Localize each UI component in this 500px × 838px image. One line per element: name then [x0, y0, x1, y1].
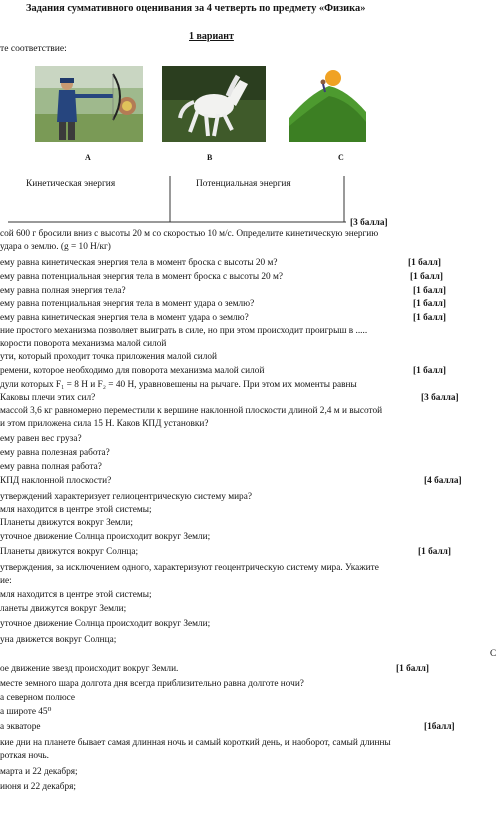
task-line-20: утверждений характеризует гелиоцентрическую систему мира?	[0, 492, 252, 502]
task-line-39: марта и 22 декабря;	[0, 767, 78, 777]
task-line-30: уна движется вокруг Солнца;	[0, 635, 117, 645]
task-points-7: [1 балл]	[413, 313, 446, 323]
task-instruction: те соответствие:	[0, 43, 67, 54]
horse-photo	[162, 66, 266, 142]
task-points-19: [4 балла]	[424, 476, 462, 486]
picture-letter-b: B	[207, 153, 213, 162]
task-points-11: [1 балл]	[413, 366, 446, 376]
task-line-22: Планеты движутся вокруг Земли;	[0, 518, 133, 528]
task-line-17: ему равна полезная работа?	[0, 448, 110, 458]
task-line-1: сой 600 г бросили вниз с высоты 20 м со скоростью 10 м/с. Определите кинетическую энергию	[0, 229, 379, 239]
task-line-38: роткая ночь.	[0, 751, 49, 761]
task-line-12: дули которых F₁ = 8 Н и F₂ = 40 Н, уравновешены на рычаге. При этом их моменты равны	[0, 380, 357, 390]
task-line-35: а широте 45⁰	[0, 707, 52, 717]
task-line-18: ему равна полная работа?	[0, 462, 102, 472]
table-header-potential: Потенциальная энергия	[196, 179, 291, 189]
picture-letter-c: C	[338, 153, 344, 162]
task-line-40: июня и 22 декабря;	[0, 782, 77, 792]
task-line-29: уточное движение Солнца происходит вокруг Земли;	[0, 619, 211, 629]
task-line-7: ему равна кинетическая энергия тела в момент удара о землю?	[0, 313, 249, 323]
task-line-37: кие дни на планете бывает самая длинная ночь и самый короткий день, и наоборот, самый длинны	[0, 738, 391, 748]
task-line-19: КПД наклонной плоскости?	[0, 476, 112, 486]
table-points: [3 балла]	[350, 218, 388, 228]
task-line-27: мля находится в центре этой системы;	[0, 590, 152, 600]
task-points-24: [1 балл]	[418, 547, 451, 557]
variant-label: 1 вариант	[189, 31, 234, 42]
task-points-6: [1 балл]	[413, 299, 446, 309]
task-line-3: ему равна кинетическая энергия тела в момент броска с высоты 20 м?	[0, 258, 278, 268]
task-line-5: ему равна полная энергия тела?	[0, 286, 126, 296]
task-points-3: [1 балл]	[408, 258, 441, 268]
task-line-8: ние простого механизма позволяет выиграть в силе, но при этом происходит проигрыш в .....	[0, 326, 368, 336]
task-line-13: Каковы плечи этих сил?	[0, 393, 96, 403]
task-line-23: уточное движение Солнца происходит вокруг Земли;	[0, 532, 211, 542]
task-line-33: месте земного шара долгота дня всегда приблизительно равна долготе ночи?	[0, 679, 304, 689]
task-line-15: и этом приложена сила 15 Н. Каков КПД установки?	[0, 419, 209, 429]
task-line-2: удара о землю. (g = 10 Н/кг)	[0, 242, 111, 252]
task-line-6: ему равна потенциальная энергия тела в момент удара о землю?	[0, 299, 255, 309]
task-line-16: ему равен вес груза?	[0, 434, 82, 444]
task-line-11: ремени, которое необходимо для поворота механизма малой силой	[0, 366, 265, 376]
task-points-32: [1 балл]	[396, 664, 429, 674]
task-line-28: ланеты движутся вокруг Земли;	[0, 604, 127, 614]
task-line-21: мля находится в центре этой системы;	[0, 505, 152, 515]
document-title: Задания суммативного оценивания за 4 четверть по предмету «Физика»	[26, 3, 366, 14]
task-points-13: [3 балла]	[421, 393, 459, 403]
task-line-4: ему равна потенциальная энергия тела в момент броска с высоты 20 м?	[0, 272, 284, 282]
task-line-14: массой 3,6 кг равномерно переместили к вершине наклонной плоскости длиной 2,4 м и высотой	[0, 406, 383, 416]
answer-table	[8, 176, 346, 228]
task-line-34: а северном полюсе	[0, 693, 76, 703]
table-header-kinetic: Кинетическая энергия	[26, 179, 116, 189]
task-points-36: [1балл]	[424, 722, 455, 732]
task-line-26: ие:	[0, 576, 12, 586]
task-line-36: а экваторе	[0, 722, 41, 732]
task-line-32: ое движение звезд происходит вокруг Земли.	[0, 664, 179, 674]
hill-ball-photo	[289, 66, 366, 142]
task-line-25: утверждения, за исключением одного, характеризуют геоцентрическую систему мира. Укажите	[0, 563, 379, 573]
task-points-4: [1 балл]	[410, 272, 443, 282]
task-line-24: Планеты движутся вокруг Солнца;	[0, 547, 139, 557]
margin-letter: С	[490, 649, 497, 659]
task-line-10: ути, который проходит точка приложения малой силой	[0, 352, 217, 362]
task-line-9: корости поворота механизма малой силой	[0, 339, 167, 349]
picture-letter-a: A	[85, 153, 91, 162]
archer-photo	[35, 66, 143, 142]
task-points-5: [1 балл]	[413, 286, 446, 296]
